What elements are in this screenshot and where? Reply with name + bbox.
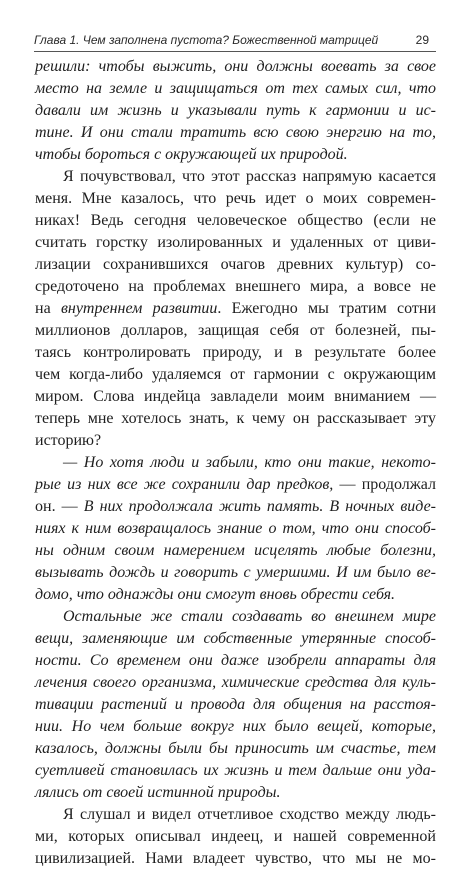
emphasis-run: внутреннем развитии bbox=[60, 300, 218, 317]
text-run: на bbox=[35, 300, 61, 317]
text-line: тивации растений и провода для общения на расстоя- bbox=[35, 696, 436, 713]
text-line: тине. И они стали тратить всю свою энергию на то, bbox=[35, 124, 436, 141]
text-line: Я почувствовал, что этот рассказ напрямую касается bbox=[63, 168, 436, 185]
text-line: вещи, заменяющие им собственные утерянные способ- bbox=[35, 630, 436, 647]
text-line: ны одним своим намерением исцелять любые болезни, bbox=[35, 542, 436, 559]
text-run: . Ежегодно мы тратим сотни bbox=[217, 300, 436, 317]
text-line: теперь мне хотелось знать, к чему он рассказывает эту bbox=[35, 410, 436, 427]
text-run: он. — bbox=[35, 498, 84, 515]
text-line: лялись от своей истинной природы. bbox=[35, 784, 281, 801]
text-line: ниях к ним возвращалось знание о том, что они способ- bbox=[35, 520, 436, 537]
text-line: казалось, должны были бы приносить им счастье, тем bbox=[35, 740, 436, 757]
text-line: — Но хотя люди и забыли, кто они такие, некото- bbox=[63, 454, 436, 471]
text-line: миром. Слова индейца завладели моим вниманием — bbox=[35, 388, 436, 405]
text-line: никах! Ведь сегодня человеческое общество (если не bbox=[35, 212, 436, 229]
text-line: нии. Но чем больше вокруг них было вещей, которые, bbox=[35, 718, 436, 735]
emphasis-run: В них продолжала жить память. В ночных виде- bbox=[83, 498, 437, 515]
running-title: Глава 1. Чем заполнена пустота? Божественной матрицей bbox=[34, 33, 379, 47]
emphasis-run: рые из них все же сохранили дар предков, bbox=[35, 476, 334, 493]
text-line: давали им жизнь и указывали путь к гармонии и ис- bbox=[35, 102, 436, 119]
text-line: миллионов долларов, защищая себя от болезней, пы- bbox=[35, 322, 436, 339]
text-line: домо, что однажды они смогут вновь обрести себя. bbox=[35, 586, 396, 603]
page-number: 29 bbox=[415, 33, 429, 47]
header-rule bbox=[34, 51, 436, 52]
text-line: лизации сохранившихся очагов древних культур) со- bbox=[35, 256, 436, 273]
paragraph-2 bbox=[35, 166, 436, 452]
text-line bbox=[35, 474, 436, 496]
text-line: чем когда-либо удаляемся от гармонии с окружающим bbox=[35, 366, 436, 383]
text-line: ми, которых описывал индеец, и нашей современной bbox=[35, 828, 436, 845]
text-line: таясь контролировать природу, и в результате более bbox=[35, 344, 436, 361]
text-line: решили: чтобы выжить, они должны воевать за свое bbox=[35, 58, 436, 75]
paragraph-4 bbox=[35, 606, 436, 804]
text-line bbox=[35, 496, 436, 518]
text-line: меня. Мне казалось, что речь идет о моих современ- bbox=[35, 190, 436, 207]
paragraph-3 bbox=[35, 452, 436, 606]
text-line: цивилизацией. Нами владеет чувство, что мы не мо- bbox=[35, 850, 436, 867]
text-line: суетливей становилась их жизнь и тем дальше они уда- bbox=[35, 762, 436, 779]
text-line: место на земле и защищаться от тех самых сил, что bbox=[35, 80, 436, 97]
text-line: Остальные же стали создавать во внешнем мире bbox=[63, 608, 436, 625]
text-line: лечения своего организма, химические средства для куль- bbox=[35, 674, 436, 691]
text-line: средоточено на проблемах внешнего мира, а вовсе не bbox=[35, 278, 436, 295]
text-line bbox=[35, 298, 436, 320]
text-line: ности. Со временем они даже изобрели аппараты для bbox=[35, 652, 436, 669]
text-line: историю? bbox=[35, 432, 102, 449]
body-text bbox=[35, 56, 436, 870]
paragraph-1 bbox=[35, 56, 436, 166]
text-line: чтобы бороться с окружающей их природой. bbox=[35, 146, 348, 163]
text-line: считать горстку изолированных и удаленных от циви- bbox=[35, 234, 436, 251]
paragraph-5 bbox=[35, 804, 436, 870]
text-run: — продолжал bbox=[333, 476, 437, 493]
text-line: вызывать дождь и говорить с умершими. И им было ве- bbox=[35, 564, 436, 581]
text-line: Я слушал и видел отчетливое сходство между людь- bbox=[63, 806, 436, 823]
